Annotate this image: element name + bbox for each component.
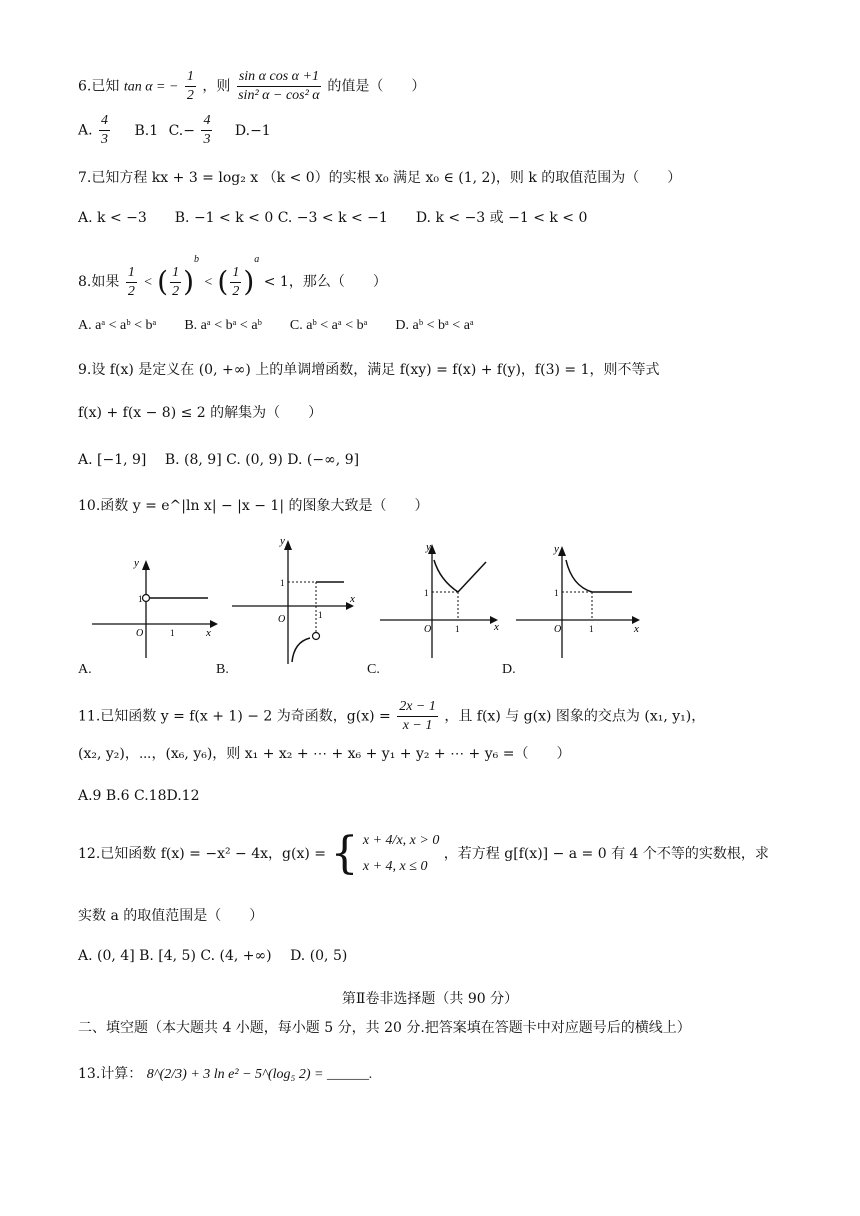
q9-line2: f(x) + f(x − 8) ≤ 2 的解集为（ ） — [78, 405, 323, 421]
q10-graph-c — [378, 530, 508, 660]
q13-line — [78, 1064, 372, 1085]
q12-suffix: ，若方程 g[f(x)] − a = 0 有 4 个不等的实数根，求 — [443, 846, 769, 862]
graph-c-y-tick: 1 — [424, 588, 429, 598]
q8-exponent-b: b — [194, 254, 200, 265]
q11-line1-tail: ，且 f(x) 与 g(x) 图象的交点为 (x₁, y₁)， — [444, 708, 706, 725]
q8-prefix: 8.如果 — [78, 274, 120, 290]
q8-half-1-num: 1 — [126, 264, 137, 283]
q6-mid: ，则 — [202, 78, 231, 95]
graph-a-origin: O — [136, 628, 144, 639]
q12-case-2: x + 4, x ≤ 0 — [362, 859, 428, 874]
q10-graph-d — [514, 530, 644, 660]
q6-option-d: D.−1 — [234, 122, 271, 139]
q6-option-c: C.− — [168, 122, 195, 139]
q13-expression: 8^(2/3) + 3 ln e² − 5^(log₅ 2) = ______. — [146, 1067, 373, 1082]
q12-case-1: x + 4/x, x > 0 — [362, 833, 440, 848]
q6-stem-line — [78, 68, 425, 105]
q6-given-fraction — [185, 68, 196, 105]
q11-g-den: x − 1 — [402, 718, 433, 733]
q6-expr-den: sin² α − cos² α — [238, 88, 320, 103]
graph-c-y-label: y — [426, 541, 431, 553]
q8-options: A. aᵃ < aᵇ < bᵃ B. aᵃ < bᵃ < aᵇ C. aᵇ < aᵃ < bᵃ D. aᵇ < bᵃ < aᵃ — [78, 318, 474, 333]
q8-half-2-num: 1 — [170, 264, 181, 283]
q8-half-1-den: 2 — [127, 283, 135, 299]
q11-line1 — [78, 698, 705, 735]
q10-graph-a — [90, 530, 220, 660]
q8-half-3-den: 2 — [232, 283, 240, 299]
graph-a-y-tick: 1 — [138, 594, 143, 604]
q8-half-2 — [170, 264, 181, 301]
q8-half-3-num: 1 — [230, 264, 241, 283]
q11-line2: (x₂, y₂)，⋯，(x₆, y₆)，则 x₁ + x₂ + ⋯ + x₆ + y₁ + y₂ + ⋯ + y₆ =（ ） — [78, 746, 571, 762]
q11-g-fraction — [397, 698, 438, 735]
q7-options: A. k < −3 B. −1 < k < 0 C. −3 < k < −1 D. k < −3 或 −1 < k < 0 — [78, 210, 588, 226]
q10-graph-b — [230, 530, 360, 665]
q6-c-den: 3 — [203, 132, 211, 147]
q12-cases — [363, 828, 439, 880]
graph-c-x-label: x — [494, 621, 499, 633]
graph-c-x-tick: 1 — [455, 624, 460, 634]
q12-line1 — [78, 828, 769, 880]
graph-b-y-label: y — [280, 535, 285, 547]
q6-given-num: 1 — [185, 68, 196, 87]
q8-half-2-den: 2 — [172, 283, 180, 299]
graph-d-y-tick: 1 — [554, 588, 559, 598]
q6-given: tan α = − — [123, 79, 179, 95]
q8-stem-line: 8.如果 $\frac{1}{2}$ < ( $\frac{1}{2}$ )$^b$ < ( $\frac{1}{2}$ )$^a$ < 1，那么（ ） — [78, 254, 387, 299]
graph-a-x-label: x — [206, 627, 211, 639]
q6-a-num: 4 — [99, 112, 110, 131]
q13-prefix: 13.计算： — [78, 1066, 143, 1082]
q11-g-num: 2x − 1 — [397, 698, 438, 717]
graph-d-origin: O — [554, 624, 562, 635]
q6-stem: 6.已知 — [78, 78, 120, 95]
q12-brace: { — [330, 828, 359, 879]
q10-stem: 10.函数 y = e^|ln x| − |x − 1| 的图象大致是（ ） — [78, 498, 429, 514]
q6-given-den: 2 — [186, 88, 194, 103]
q10-label-c: C. — [367, 662, 380, 677]
graph-a-y-label: y — [134, 557, 139, 569]
graph-b-x-label: x — [350, 593, 355, 605]
q10-label-a: A. — [78, 662, 92, 677]
q11-line1-prefix: 11.已知函数 y = f(x + 1) − 2 为奇函数，g(x) = — [78, 708, 391, 725]
graph-d-y-label: y — [554, 543, 559, 555]
q6-option-a: A. — [78, 122, 93, 139]
graph-d-x-tick: 1 — [589, 624, 594, 634]
q8-half-1 — [126, 264, 137, 301]
graph-c-origin: O — [424, 624, 432, 635]
q10-label-b: B. — [216, 662, 229, 677]
graph-b-x-tick: 1 — [318, 610, 323, 620]
q12-line2: 实数 a 的取值范围是（ ） — [78, 908, 264, 924]
graph-d-x-label: x — [634, 623, 639, 635]
q8-half-3 — [230, 264, 241, 301]
q6-options — [78, 112, 271, 149]
q6-option-a-fraction — [99, 112, 110, 149]
q9-line1: 9.设 f(x) 是定义在 (0, +∞) 上的单调增函数，满足 f(xy) = f(x) + f(y)，f(3) = 1，则不等式 — [78, 362, 660, 378]
q9-options: A. [−1, 9] B. (8, 9] C. (0, 9) D. (−∞, 9] — [78, 452, 360, 468]
q6-a-den: 3 — [101, 132, 109, 147]
graph-a-x-tick: 1 — [170, 628, 175, 638]
q6-expression-fraction — [237, 68, 321, 105]
q6-c-num: 4 — [201, 112, 212, 131]
q6-tail: 的值是（ ） — [327, 78, 426, 95]
graph-b-origin: O — [278, 614, 286, 625]
q12-options: A. (0, 4] B. [4, 5) C. (4, +∞) D. (0, 5) — [78, 948, 348, 964]
q8-suffix: < 1，那么（ ） — [263, 274, 387, 290]
q6-option-c-fraction — [201, 112, 212, 149]
q10-label-d: D. — [502, 662, 516, 677]
q12-prefix: 12.已知函数 f(x) = −x² − 4x，g(x) = — [78, 846, 326, 862]
q8-exponent-a: a — [254, 254, 260, 265]
q6-option-b: B.1 — [134, 122, 159, 139]
q7-stem: 7.已知方程 kx + 3 = log₂ x （k < 0）的实根 x₀ 满足 x₀ ∈ (1, 2)，则 k 的取值范围为（ ） — [78, 170, 682, 186]
q6-expr-num: sin α cos α +1 — [237, 68, 321, 87]
section-2-title: 第Ⅱ卷非选择题（共 90 分） — [341, 991, 519, 1007]
q11-options: A.9 B.6 C.18D.12 — [78, 788, 200, 804]
graph-b-y-tick: 1 — [280, 578, 285, 588]
section-2-instruction: 二、填空题（本大题共 4 小题，每小题 5 分，共 20 分.把答案填在答题卡中对应题号后的横线上） — [78, 1020, 691, 1036]
